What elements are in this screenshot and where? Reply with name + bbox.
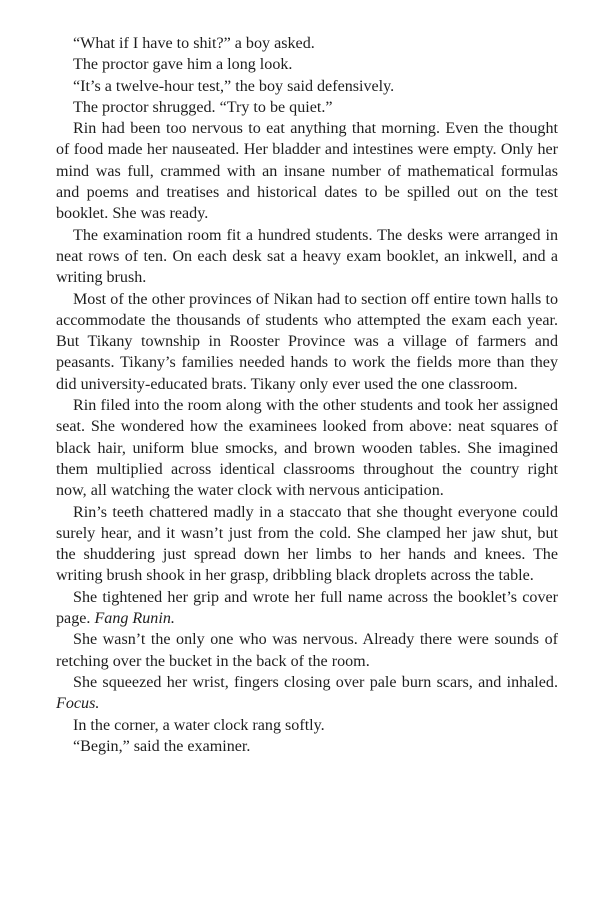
paragraph-8 <box>56 395 558 501</box>
paragraph-text: The proctor shrugged. “Try to be quiet.” <box>73 98 333 116</box>
book-page <box>56 33 558 757</box>
paragraph-2 <box>56 54 558 75</box>
paragraph-7 <box>56 289 558 395</box>
paragraph-12 <box>56 672 558 715</box>
paragraph-11 <box>56 629 558 672</box>
paragraph-text: “What if I have to shit?” a boy asked. <box>73 35 315 52</box>
paragraph-5 <box>56 118 558 224</box>
paragraph-text: Rin filed into the room along with the other students and took her assigned seat. She wondered how the examinees looked from above: neat squares of black hair, uniform blue smocks, and brown wooden tables. She imagined them multiplied across identical classrooms throughout the country right now, all watching the water clock with nervous anticipation. <box>56 397 558 500</box>
paragraph-text: “It’s a twelve-hour test,” the boy said defensively. <box>73 77 395 95</box>
paragraph-text: Rin had been too nervous to eat anything that morning. Even the thought of food made her nauseated. Her bladder and intestines were empty. Only her mind was full, crammed with an insane number of mathematical formulas and poems and treatises and historical dates to be spilled out on the test booklet. She was ready. <box>56 120 558 223</box>
paragraph-text: She tightened her grip and wrote her full name across the booklet’s cover page. <box>56 588 558 628</box>
paragraph-text: The examination room fit a hundred students. The desks were arranged in neat rows of ten. On each desk sat a heavy exam booklet, an inkwell, and a writing brush. <box>56 226 558 287</box>
emphasis-name: Fang Runin. <box>94 610 175 628</box>
paragraph-14 <box>56 736 558 757</box>
paragraph-1 <box>56 33 558 54</box>
paragraph-3 <box>56 76 558 97</box>
paragraph-text: She squeezed her wrist, fingers closing over pale burn scars, and inhaled. <box>73 673 558 691</box>
paragraph-text: In the corner, a water clock rang softly. <box>73 716 325 734</box>
paragraph-13 <box>56 715 558 736</box>
paragraph-text: Rin’s teeth chattered madly in a staccato that she thought everyone could surely hear, and it wasn’t just from the cold. She clamped her jaw shut, but the shuddering just spread down her limbs to her hands and knees. The writing brush shook in her grasp, dribbling black droplets across the table. <box>56 503 558 585</box>
paragraph-text: “Begin,” said the examiner. <box>73 737 251 755</box>
paragraph-text: She wasn’t the only one who was nervous. Already there were sounds of retching over the bucket in the back of the room. <box>56 631 558 670</box>
paragraph-text: Most of the other provinces of Nikan had to section off entire town halls to accommodate the thousands of students who attempted the exam each year. But Tikany township in Rooster Province was a village of farmers and peasants. Tikany’s families needed hands to work the fields more than they did university-educated brats. Tikany only ever used the one classroom. <box>56 290 558 393</box>
paragraph-10 <box>56 587 558 630</box>
paragraph-text: The proctor gave him a long look. <box>73 56 293 74</box>
paragraph-9 <box>56 502 558 587</box>
paragraph-6 <box>56 225 558 289</box>
emphasis-focus: Focus. <box>56 695 100 713</box>
paragraph-4 <box>56 97 558 118</box>
